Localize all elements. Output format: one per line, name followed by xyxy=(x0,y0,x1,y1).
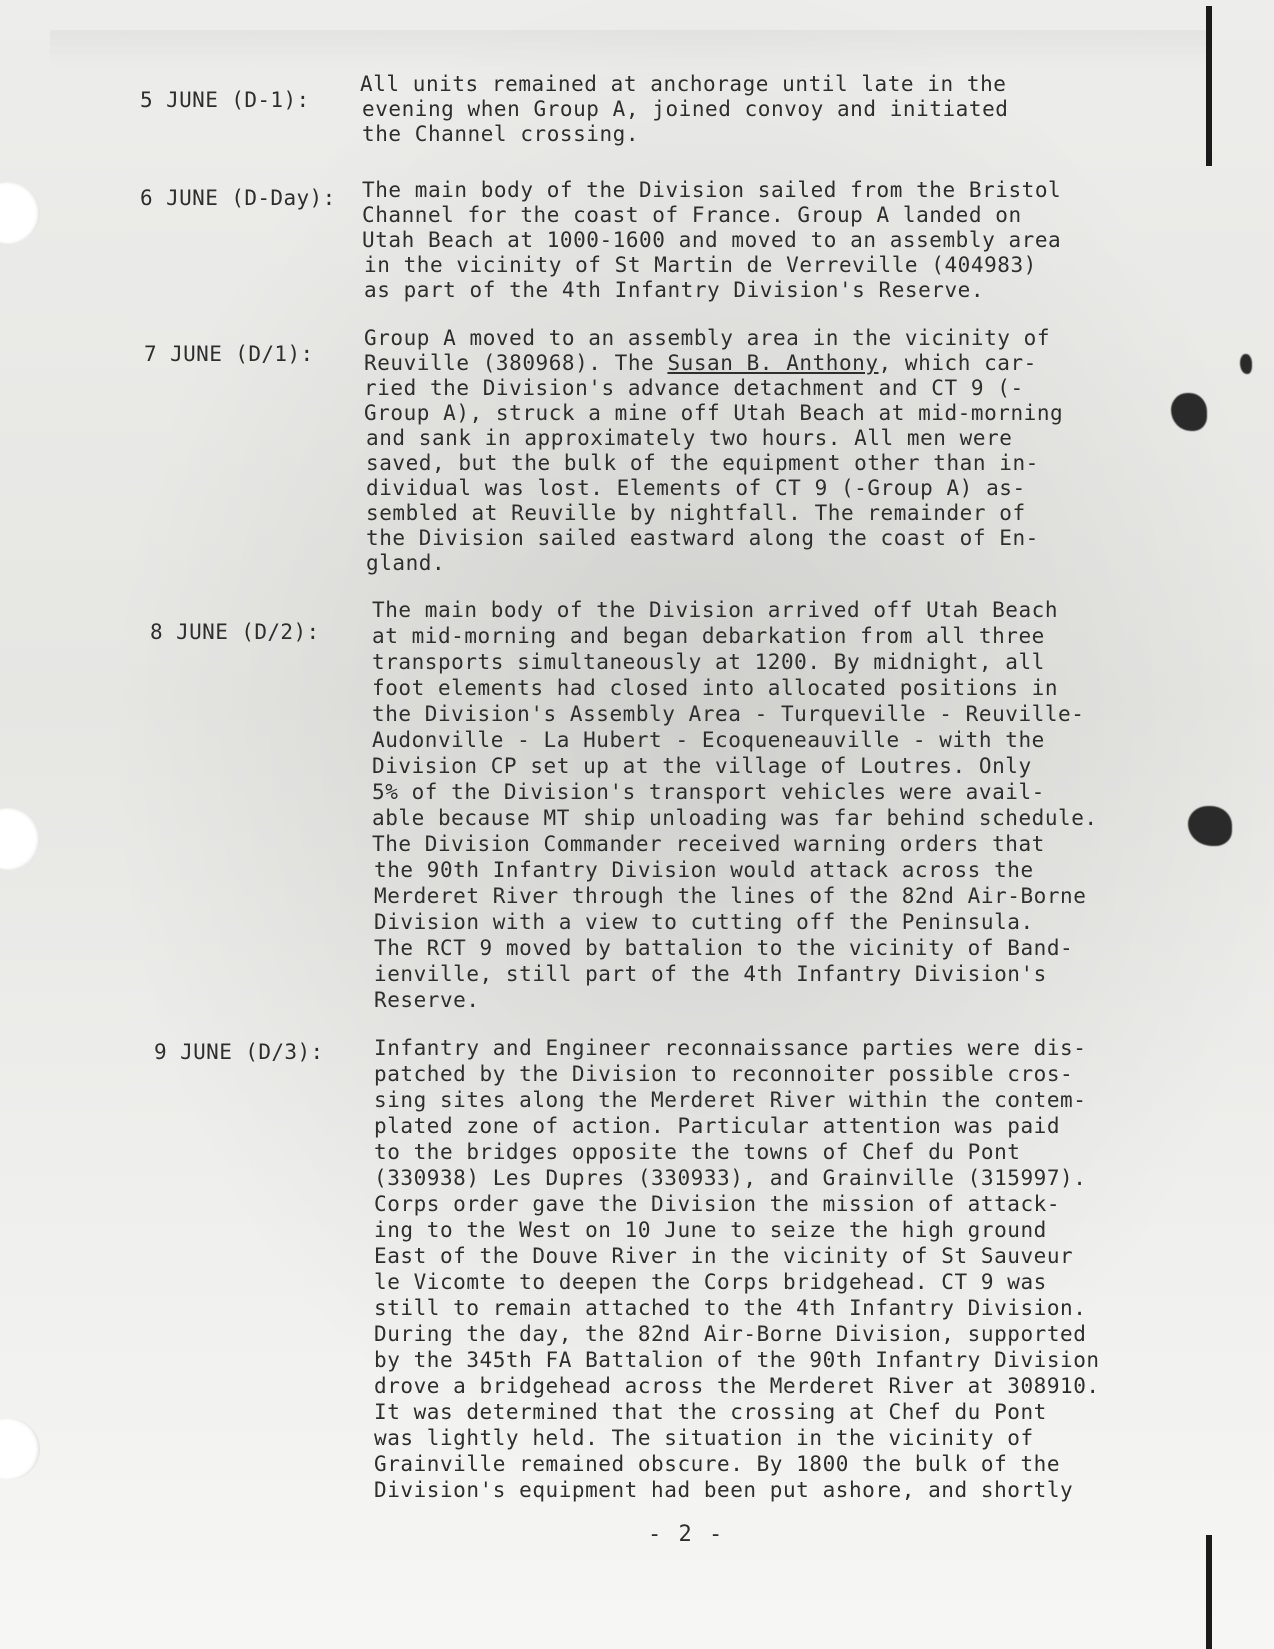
entry-text-line: The main body of the Division sailed from the Bristol xyxy=(362,178,1062,202)
entry-text-line: the Channel crossing. xyxy=(362,122,640,146)
entry-text-line: Utah Beach at 1000-1600 and moved to an assembly area xyxy=(362,228,1062,252)
entry-text-line: Division with a view to cutting off the Peninsula. xyxy=(374,910,1034,934)
entry-text-line: by the 345th FA Battalion of the 90th Infantry Division xyxy=(374,1348,1100,1372)
scan-edge-bar xyxy=(1206,1535,1212,1649)
entry-text-line: evening when Group A, joined convoy and initiated xyxy=(362,97,1009,121)
entry-text-line: Reserve. xyxy=(374,988,480,1012)
entry-text-line: It was determined that the crossing at Chef du Pont xyxy=(374,1400,1047,1424)
entry-text-line: East of the Douve River in the vicinity of St Sauveur xyxy=(374,1244,1074,1268)
punch-hole xyxy=(0,808,40,870)
entry-text-line: The RCT 9 moved by battalion to the vicinity of Band- xyxy=(374,936,1074,960)
entry-text-line: Audonville - La Hubert - Ecoqueneauville - with the xyxy=(372,728,1045,752)
entry-text-line: sembled at Reuville by nightfall. The remainder of xyxy=(366,501,1026,525)
entry-text-line: transports simultaneously at 1200. By midnight, all xyxy=(372,650,1045,674)
page-number: - 2 - xyxy=(648,1522,725,1547)
entry-text-line: Merderet River through the lines of the 82nd Air-Borne xyxy=(374,884,1087,908)
entry-text-line: (330938) Les Dupres (330933), and Grainville (315997). xyxy=(374,1166,1087,1190)
entry-text-line: drove a bridgehead across the Merderet River at 308910. xyxy=(374,1374,1100,1398)
ink-blot xyxy=(1171,393,1207,431)
entry-text-line: was lightly held. The situation in the vicinity of xyxy=(374,1426,1034,1450)
scan-edge-bar xyxy=(1206,6,1212,166)
entry-text-segment: , which car- xyxy=(878,351,1037,375)
entry-text-line: Corps order gave the Division the mission of attack- xyxy=(374,1192,1061,1216)
entry-text-line: Group A), struck a mine off Utah Beach at mid-morning xyxy=(364,401,1064,425)
entry-text-line: plated zone of action. Particular attention was paid xyxy=(374,1114,1061,1138)
ship-name: Susan B. Anthony xyxy=(667,351,879,375)
entry-text-line: still to remain attached to the 4th Infantry Division. xyxy=(374,1296,1087,1320)
entry-text-line: able because MT ship unloading was far behind schedule. xyxy=(372,806,1098,830)
entry-text-line: Grainville remained obscure. By 1800 the bulk of the xyxy=(374,1452,1061,1476)
entry-text-line: the 90th Infantry Division would attack across the xyxy=(374,858,1034,882)
entry-text-line: in the vicinity of St Martin de Verreville (404983) xyxy=(364,253,1037,277)
entry-text-line: gland. xyxy=(366,551,446,575)
entry-text-line: ried the Division's advance detachment and CT 9 (- xyxy=(364,376,1024,400)
entry-text-line: ing to the West on 10 June to seize the high ground xyxy=(374,1218,1047,1242)
entry-text-line: as part of the 4th Infantry Division's Reserve. xyxy=(364,278,985,302)
entry-text-line: Group A moved to an assembly area in the vicinity of xyxy=(364,326,1051,350)
entry-text-line: patched by the Division to reconnoiter possible cros- xyxy=(374,1062,1074,1086)
entry-text-line: foot elements had closed into allocated positions in xyxy=(372,676,1059,700)
entry-date: 8 JUNE (D/2): xyxy=(150,620,320,644)
ink-blot xyxy=(1188,806,1232,846)
ink-blot xyxy=(1240,354,1252,374)
entry-text-line: ienville, still part of the 4th Infantry Division's xyxy=(374,962,1047,986)
entry-text-line: The Division Commander received warning orders that xyxy=(372,832,1045,856)
entry-text-line: During the day, the 82nd Air-Borne Division, supported xyxy=(374,1322,1087,1346)
entry-text-segment: Reuville (380968). The xyxy=(364,351,668,375)
entry-text-line: sing sites along the Merderet River within the contem- xyxy=(374,1088,1087,1112)
entry-text-line: dividual was lost. Elements of CT 9 (-Group A) as- xyxy=(366,476,1026,500)
entry-text-line: to the bridges opposite the towns of Chef du Pont xyxy=(374,1140,1021,1164)
entry-text-line: The main body of the Division arrived off Utah Beach xyxy=(372,598,1059,622)
entry-text-line: le Vicomte to deepen the Corps bridgehead. CT 9 was xyxy=(374,1270,1047,1294)
entry-text-line: at mid-morning and began debarkation from all three xyxy=(372,624,1045,648)
entry-text-line: Division's equipment had been put ashore, and shortly xyxy=(374,1478,1074,1502)
punch-hole xyxy=(0,1418,40,1480)
entry-date: 5 JUNE (D-1): xyxy=(140,88,310,112)
scan-shading xyxy=(50,30,1210,70)
entry-date: 9 JUNE (D/3): xyxy=(154,1040,324,1064)
entry-text-line: saved, but the bulk of the equipment other than in- xyxy=(366,451,1039,475)
entry-text-line xyxy=(364,351,1037,375)
entry-text-line: and sank in approximately two hours. All men were xyxy=(366,426,1013,450)
entry-text-line: 5% of the Division's transport vehicles were avail- xyxy=(372,780,1045,804)
entry-text-line: Division CP set up at the village of Loutres. Only xyxy=(372,754,1032,778)
entry-text-line: Infantry and Engineer reconnaissance parties were dis- xyxy=(374,1036,1087,1060)
entry-date: 7 JUNE (D/1): xyxy=(144,342,314,366)
punch-hole xyxy=(0,182,40,244)
entry-text-line: Channel for the coast of France. Group A landed on xyxy=(362,203,1022,227)
entry-text-line: the Division's Assembly Area - Turqueville - Reuville- xyxy=(372,702,1085,726)
entry-date: 6 JUNE (D-Day): xyxy=(140,186,336,210)
entry-text-line: All units remained at anchorage until late in the xyxy=(360,72,1007,96)
entry-text-line: the Division sailed eastward along the coast of En- xyxy=(366,526,1039,550)
